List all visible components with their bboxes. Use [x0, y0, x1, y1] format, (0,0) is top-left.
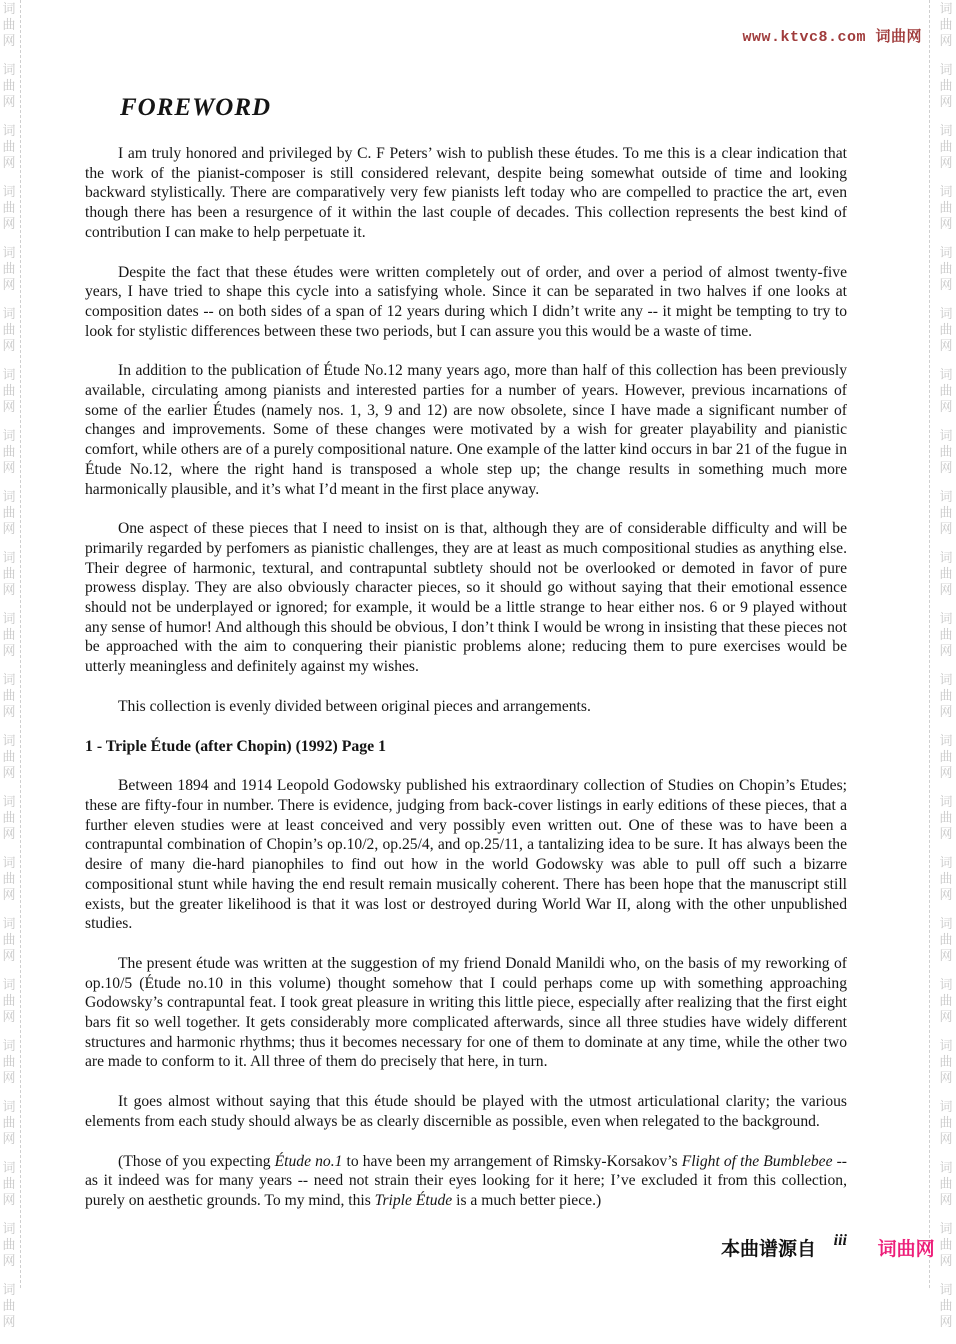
- paragraph-section-3: It goes almost without saying that this étude should be played with the utmost articulational clarity; the various elements from each study should always be as clearly discernible as possible, even when relegated to the background.: [85, 1093, 847, 1130]
- watermark-column-right: 词 曲 网 词 曲 网 词 曲 网 词 曲 网 词 曲 网 词 曲 网 词 曲 网 词 曲 网 词 曲 网 词 曲 网 词 曲 网 词 曲 网 词 曲 网 词 曲 网 词 曲 网 词 曲 网 词 曲 网 词 曲 网 词 曲 网 词 曲 网 词 曲 网 词 曲 网: [939, 2, 953, 1330]
- closing-note-run: -- as it indeed was for many years -- need not strain their eyes looking for it here; I’ve excluded it from this collection, purely on aesthetic grounds. To my mind, this: [85, 1152, 847, 1209]
- paragraph-section-1: Between 1894 and 1914 Leopold Godowsky published his extraordinary collection of Studies on Chopin’s Etudes; these are fifty-four in number. There is evidence, judging from back-cover listings in early editions of these pieces, that a further eleven studies were at least conceived and very possibly even written out. One of these was to have been a contrapuntal combination of Chopin’s op.10/2, op.25/4, and op.25/11, a tantalizing idea to be sure. It has always been the desire of many die-hard pianophiles to find out how in the world Godowsky was able to pull off such a bizarre compositional stunt while having the end result remain musically coherent. There has been hope that the manuscript still exists, but the greater likelihood is that it was lost or destroyed during World War II, along with the other unpublished studies.: [85, 777, 847, 933]
- closing-note-run-italic: Flight of the Bumblebee: [681, 1152, 833, 1170]
- watermark-column-left: 词 曲 网 词 曲 网 词 曲 网 词 曲 网 词 曲 网 词 曲 网 词 曲 网 词 曲 网 词 曲 网 词 曲 网 词 曲 网 词 曲 网 词 曲 网 词 曲 网 词 曲 网 词 曲 网 词 曲 网 词 曲 网 词 曲 网 词 曲 网 词 曲 网 词 曲 网: [2, 2, 16, 1330]
- closing-note-run-italic: Triple Étude: [374, 1191, 453, 1209]
- credit-site-name: 词曲网: [877, 1238, 935, 1260]
- paragraph-intro-5: This collection is evenly divided between original pieces and arrangements.: [118, 697, 591, 715]
- page-title: FOREWORD: [120, 94, 272, 121]
- right-dashed-rule: [929, 0, 930, 1288]
- foreword-text-block: [85, 0, 847, 1250]
- paragraph-intro-2: Despite the fact that these études were written completely out of order, and over a period of almost twenty-five years, I have tried to shape this cycle into a satisfying whole. Since it can be separated in two halves if one looks at composition dates -- on both sides of a span of 12 years during which I didn’t write any -- it might be tempting to try to look for stylistic differences between these two periods, but I can assure you this would be a waste of time.: [85, 263, 847, 340]
- left-dashed-rule: [20, 0, 21, 1288]
- bottom-credit-line: [721, 1238, 935, 1260]
- closing-note-run: (Those of you expecting: [118, 1152, 275, 1170]
- paragraph-intro-3: In addition to the publication of Étude No.12 many years ago, more than half of this collection has been previously available, circulating among pianists and interested parties for a number of years. However, previous incarnations of some of the earlier Études (namely nos. 1, 3, 9 and 12) are now obsolete, since I have made a significant number of changes and improvements. Some of these changes were motivated by a wish for greater playability and pianistic comfort, while others are of a purely compositional nature. One example of the latter kind occurs in bar 21 of the fugue in Étude No.12, where the right hand is transposed a whole step up; the change results in something much more harmonically plausible, and it’s what I’d meant in the first place anyway.: [85, 362, 847, 498]
- closing-note-run: to have been my arrangement of Rimsky-Korsakov’s: [342, 1152, 682, 1170]
- site-watermark-top-right: www.ktvc8.com 词曲网: [742, 29, 922, 46]
- page-number: iii: [833, 1231, 847, 1249]
- section-heading-triple-etude: 1 - Triple Étude (after Chopin) (1992) Page 1: [85, 737, 386, 755]
- closing-note-run: is a much better piece.): [452, 1191, 602, 1209]
- paragraph-section-2: The present étude was written at the suggestion of my friend Donald Manildi who, on the basis of my reworking of op.10/5 (Étude no.10 in this volume) thought somehow that I could perhaps come up with something approaching Godowsky’s contrapuntal feat. I took great pleasure in writing this little piece, especially after realizing that the first eight bars fit so well together. It gets considerably more complicated afterwards, since all three studies have widely different structures and harmonic rhythms; thus it becomes necessary for one of them to dominate at any time, while the other two are made to conform to it. All three of them do precisely that here, in turn.: [85, 954, 847, 1071]
- closing-note-paragraph: [85, 1152, 847, 1211]
- credit-source-label: 本曲谱源自: [721, 1238, 817, 1260]
- paragraph-intro-4: One aspect of these pieces that I need to insist on is that, although they are of considerable difficulty and will be primarily regarded by perfomers as pianistic challenges, they are at least as much compositional studies as anything else. Their degree of harmonic, textural, and contrapuntal subtlety should not be overlooked or demoted in favor of pure prowess display. They are also obviously character pieces, so it should go without saying that their emotional essence should not be underplayed or ignored; for example, it would be a little strange to hear either nos. 6 or 9 played without any sense of humor! And although this should be obvious, I don’t think I would be wrong in insisting that these pieces not be approached with the aim to conquering their pianistic problems alone; reducing them to pure exercises would be utterly meaningless and definitely against my wishes.: [85, 520, 847, 676]
- closing-note-run-italic: Étude no.1: [274, 1152, 343, 1170]
- paragraph-intro-1: I am truly honored and privileged by C. F Peters’ wish to publish these études. To me this is a clear indication that the work of the pianist-composer is still considered relevant, despite being somewhat outside of time and looking backward stylistically. There are comparatively very few pianists left today who are compelled to practice the art, even though there has been a resurgence of it within the last couple of decades. This collection represents the best kind of contribution I can make to help perpetuate it.: [85, 145, 847, 241]
